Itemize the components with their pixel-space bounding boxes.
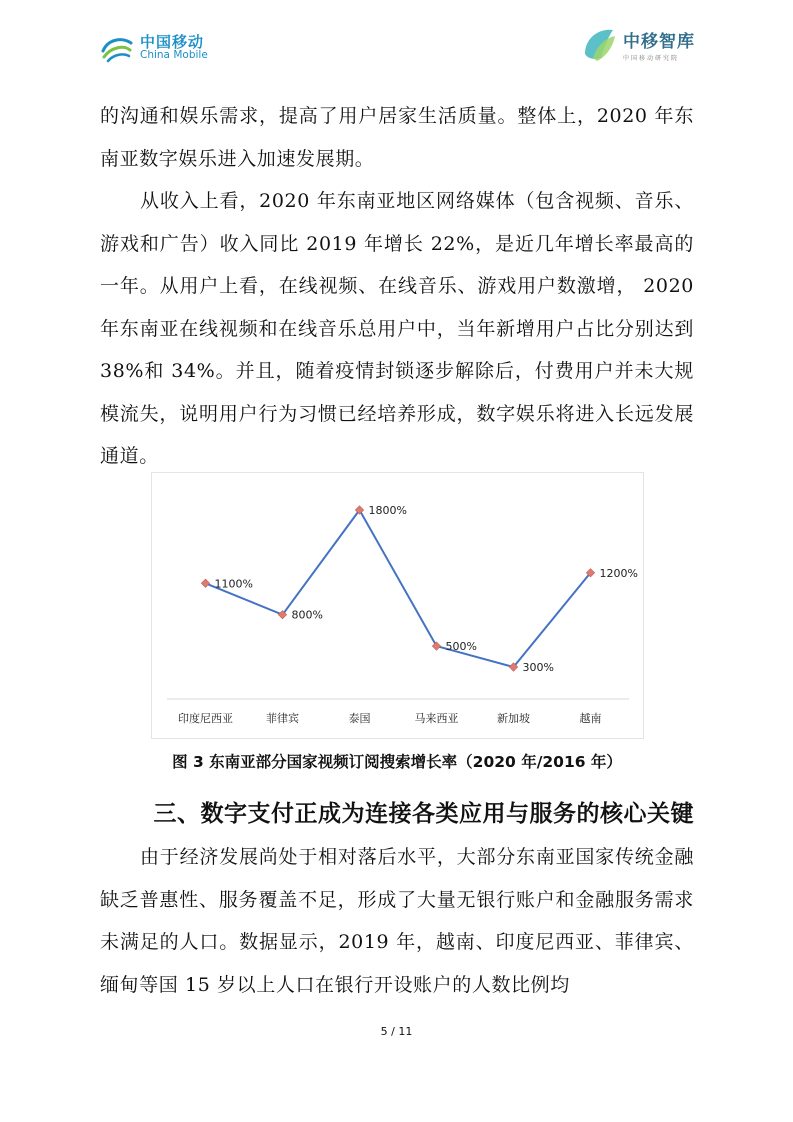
- zhongyi-zhiku-logo-cn: 中移智库: [623, 31, 695, 52]
- section-heading: 三、数字支付正成为连接各类应用与服务的核心关键: [153, 801, 694, 827]
- china-mobile-logo-cn: 中国移动: [140, 32, 205, 51]
- data-label: 1800%: [368, 504, 407, 517]
- data-label: 1200%: [599, 566, 638, 580]
- category-label: 印度尼西亚: [178, 712, 233, 725]
- category-label: 菲律宾: [266, 712, 299, 725]
- chart-canvas: [152, 473, 643, 738]
- data-label: 1100%: [214, 577, 253, 591]
- data-point-marker: [201, 579, 209, 587]
- data-point-marker: [432, 642, 440, 650]
- china-mobile-logo-icon: [100, 33, 134, 63]
- category-label: 泰国: [348, 712, 371, 725]
- series-line: [206, 510, 591, 667]
- data-label: 500%: [445, 640, 477, 654]
- zhongyi-zhiku-logo-sub: 中国移动研究院: [623, 54, 680, 62]
- category-label: 马来西亚: [414, 712, 459, 725]
- china-mobile-logo: [100, 28, 208, 68]
- paragraph-1: 的沟通和娱乐需求，提高了用户居家生活质量。整体上，2020 年东南亚数字娱乐进入加速发展期。: [100, 105, 694, 170]
- zhongyi-zhiku-logo: [579, 24, 695, 64]
- section-paragraph: 由于经济发展尚处于相对落后水平，大部分东南亚国家传统金融缺乏普惠性、服务覆盖不足，形成了大量无银行账户和金融服务需求未满足的人口。数据显示，2019 年，越南、印度尼西亚、菲律宾、缅甸等国 15 岁以上人口在银行开设账户的人数比例均: [100, 846, 694, 996]
- figure-caption: 图 3 东南亚部分国家视频订阅搜索增长率（2020 年/2016 年）: [172, 753, 622, 771]
- category-label: 新加坡: [497, 712, 530, 725]
- china-mobile-logo-en: China Mobile: [140, 49, 208, 62]
- data-label: 300%: [522, 661, 554, 674]
- zhongyi-zhiku-logo-icon: [579, 24, 619, 64]
- paragraph-2: 从收入上看，2020 年东南亚地区网络媒体（包含视频、音乐、游戏和广告）收入同比 2019 年增长 22%，是近几年增长率最高的一年。从用户上看，在线视频、在线音乐、游戏用户数激增， 2020 年东南亚在线视频和在线音乐总用户中，当年新增用户占比分别达到 38%和 34%。并且，随着疫情封锁逐步解除后，付费用户并未大规模流失，说明用户行为习惯已经培养形成，数字娱乐将进入长远发展通道。: [100, 190, 694, 467]
- data-label: 800%: [291, 608, 323, 622]
- page-number: 5 / 11: [380, 1025, 413, 1038]
- category-label: 越南: [579, 712, 602, 725]
- growth-line-chart: [151, 472, 644, 739]
